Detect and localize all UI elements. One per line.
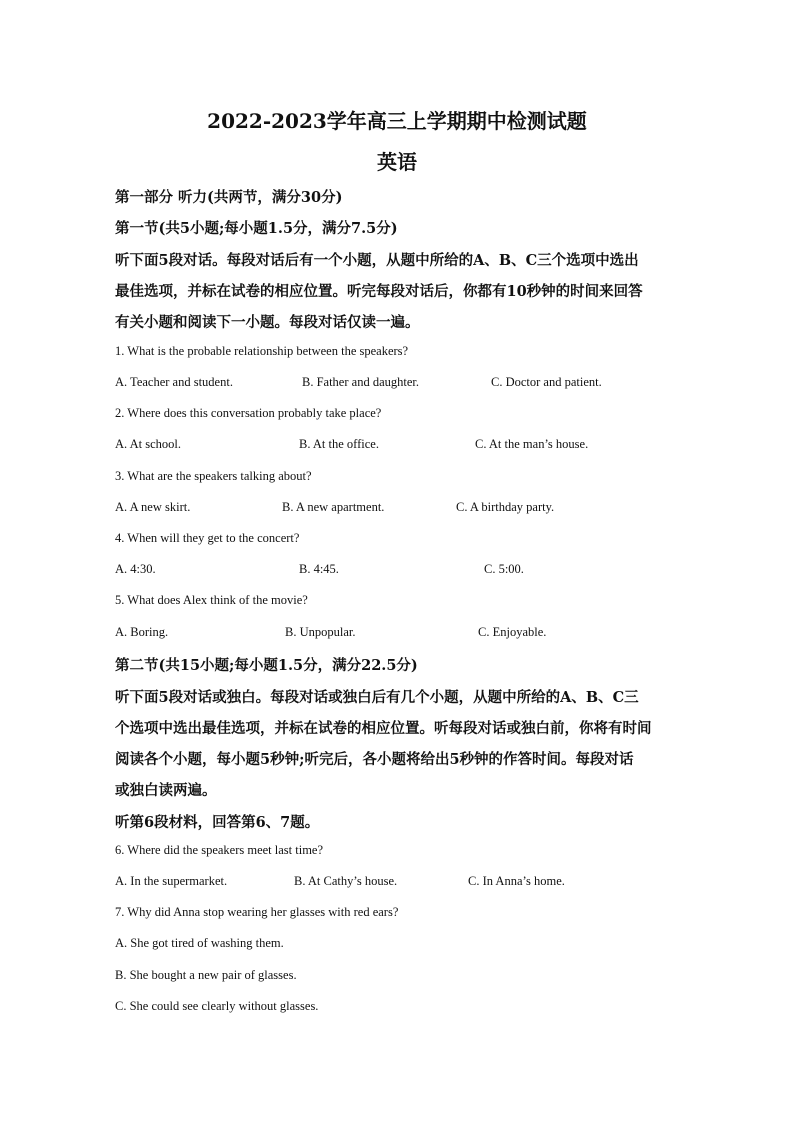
question-2: 2. Where does this conversation probably take place?: [115, 406, 382, 420]
section1-instructions-line-1: 听下面5段对话。每段对话后有一个小题，从题中所给的A、B、C三个选项中选出: [115, 252, 639, 269]
section2-instructions-line-1: 听下面5段对话或独白。每段对话或独白后有几个小题，从题中所给的A、B、C三: [115, 689, 639, 706]
section1-instructions-line-2: 最佳选项，并标在试卷的相应位置。听完每段对话后，你都有10秒钟的时间来回答: [115, 283, 643, 300]
part1-heading: 第一部分 听力(共两节，满分30分): [115, 189, 343, 206]
section1-heading: 第一节(共5小题;每小题1.5分，满分7.5分): [115, 220, 398, 237]
question-3: 3. What are the speakers talking about?: [115, 469, 312, 483]
question-7-option-c: C. She could see clearly without glasses.: [115, 999, 319, 1013]
question-5-option-b: B. Unpopular.: [285, 625, 356, 639]
question-4-option-b: B. 4:45.: [299, 562, 339, 576]
question-1-option-b: B. Father and daughter.: [302, 375, 419, 389]
question-4-option-c: C. 5:00.: [484, 562, 524, 576]
section1-instructions-line-3: 有关小题和阅读下一小题。每段对话仅读一遍。: [115, 314, 420, 331]
question-2-option-b: B. At the office.: [299, 437, 379, 451]
material-6-heading: 听第6段材料，回答第6、7题。: [115, 814, 320, 831]
question-5-option-a: A. Boring.: [115, 625, 169, 639]
question-7-option-b: B. She bought a new pair of glasses.: [115, 968, 297, 982]
section2-instructions-line-2: 个选项中选出最佳选项，并标在试卷的相应位置。听每段对话或独白前，你将有时间: [115, 720, 652, 737]
section2-instructions-line-3: 阅读各个小题，每小题5秒钟;听完后，各小题将给出5秒钟的作答时间。每段对话: [115, 751, 634, 768]
question-1: 1. What is the probable relationship between the speakers?: [115, 344, 409, 358]
section2-heading: 第二节(共15小题;每小题1.5分，满分22.5分): [115, 657, 418, 674]
question-3-option-c: C. A birthday party.: [456, 500, 555, 514]
question-3-option-b: B. A new apartment.: [282, 500, 385, 514]
subject-title: 英语: [377, 150, 417, 174]
question-7: 7. Why did Anna stop wearing her glasses with red ears?: [115, 905, 399, 919]
question-7-option-a: A. She got tired of washing them.: [115, 936, 284, 950]
question-5: 5. What does Alex think of the movie?: [115, 593, 308, 607]
exam-title: 2022-2023学年高三上学期期中检测试题: [207, 109, 587, 133]
question-3-option-a: A. A new skirt.: [115, 500, 191, 514]
question-1-option-a: A. Teacher and student.: [115, 375, 233, 389]
question-6-option-b: B. At Cathy’s house.: [294, 874, 398, 888]
question-6-option-c: C. In Anna’s home.: [468, 874, 565, 888]
question-2-option-a: A. At school.: [115, 437, 181, 451]
section2-instructions-line-4: 或独白读两遍。: [115, 782, 217, 799]
question-5-option-c: C. Enjoyable.: [478, 625, 547, 639]
question-2-option-c: C. At the man’s house.: [475, 437, 589, 451]
question-6: 6. Where did the speakers meet last time?: [115, 843, 324, 857]
question-4-option-a: A. 4:30.: [115, 562, 156, 576]
question-6-option-a: A. In the supermarket.: [115, 874, 228, 888]
question-1-option-c: C. Doctor and patient.: [491, 375, 602, 389]
question-4: 4. When will they get to the concert?: [115, 531, 300, 545]
